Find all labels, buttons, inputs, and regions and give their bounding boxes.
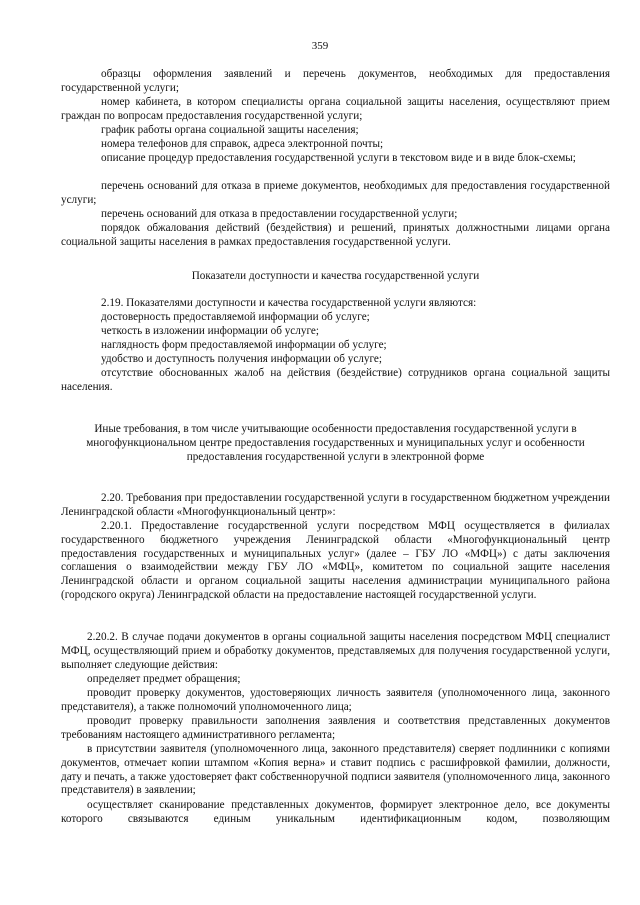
paragraph-office-number: номер кабинета, в котором специалисты органа социальной защиты населения, осуществляют прием граждан по вопросам предоставления государственной услуги;	[61, 96, 610, 122]
paragraph-visibility: наглядность форм предоставляемой информации об услуге;	[101, 339, 387, 351]
page-number: 359	[311, 40, 329, 52]
paragraph-form-check: проводит проверку правильности заполнения заявления и соответствия представленных документов требованиям настоящего административного регламента;	[61, 715, 610, 741]
paragraph-refusal-service: перечень оснований для отказа в предоставлении государственной услуги;	[101, 208, 458, 220]
paragraph-forms: образцы оформления заявлений и перечень документов, необходимых для предоставления государственной услуги;	[61, 68, 610, 94]
paragraph-reliability: достоверность предоставляемой информации об услуге;	[101, 311, 370, 323]
paragraph-clarity: четкость в изложении информации об услуге;	[101, 325, 319, 337]
paragraph-procedures: описание процедур предоставления государственной услуги в текстовом виде и в виде блок-схемы;	[101, 152, 576, 164]
paragraph-complaints: отсутствие обоснованных жалоб на действия (бездействие) сотрудников органа социальной защиты населения.	[61, 367, 610, 393]
paragraph-2-19: 2.19. Показателями доступности и качества государственной услуги являются:	[101, 297, 477, 309]
paragraph-subject: определяет предмет обращения;	[87, 673, 241, 685]
paragraph-copies: в присутствии заявителя (уполномоченного лица, законного представителя) сверяет подлинники с копиями документов, отмечает копии штампом «Копия верна» и ставит подпись с расшифровкой фамилии, должности, дату и печать, а также удостоверяет факт собственноручной подписи заявителя (уполномоченного лица, законного представителя) в заявлении;	[61, 743, 610, 797]
paragraph-schedule: график работы органа социальной защиты населения;	[101, 124, 359, 136]
paragraph-phones: номера телефонов для справок, адреса электронной почты;	[101, 138, 384, 150]
paragraph-refusal-acceptance: перечень оснований для отказа в приеме документов, необходимых для предоставления государственной услуги;	[61, 180, 610, 206]
paragraph-convenience: удобство и доступность получения информации об услуге;	[101, 353, 382, 365]
paragraph-identity-check: проводит проверку документов, удостоверяющих личность заявителя (уполномоченного лица, законного представителя), а также полномочий уполномоченного лица;	[61, 687, 610, 713]
paragraph-2-20-2: 2.20.2. В случае подачи документов в органы социальной защиты населения посредством МФЦ специалист МФЦ, осуществляющий прием и обработку документов, представляемых для получения государственной услуги, выполняет следующие действия:	[61, 631, 610, 671]
paragraph-2-20-1: 2.20.1. Предоставление государственной услуги посредством МФЦ осуществляется в филиалах государственного бюджетного учреждения Ленинградской области «Многофункциональный центр предоставления государственных и муниципальных услуг» (далее – ГБУ ЛО «МФЦ») с даты заключения соглашения о взаимодействии между ГБУ ЛО «МФЦ», комитетом по социальной защите населения Ленинградской области и органом социальной защиты населения администрации муниципального района (городского округа) Ленинградской области на предоставление настоящей государственной услуги.	[61, 520, 610, 601]
paragraph-2-20: 2.20. Требования при предоставлении государственной услуги в государственном бюджетном учреждении Ленинградской области «Многофункциональный центр»:	[61, 492, 610, 518]
heading-accessibility: Показатели доступности и качества государственной услуги	[191, 270, 480, 282]
heading-other-requirements: Иные требования, в том числе учитывающие особенности предоставления государственной услуги в многофункциональном центре предоставления государственных и муниципальных услуг и особенности предоставления государственной услуги в электронной форме	[86, 423, 585, 463]
paragraph-scanning: осуществляет сканирование представленных документов, формирует электронное дело, все документы которого связываются единым уникальным идентификационным кодом, позволяющим	[61, 799, 610, 825]
paragraph-appeal: порядок обжалования действий (бездействия) и решений, принятых должностными лицами органа социальной защиты населения в рамках предоставления государственной услуги.	[61, 222, 610, 248]
